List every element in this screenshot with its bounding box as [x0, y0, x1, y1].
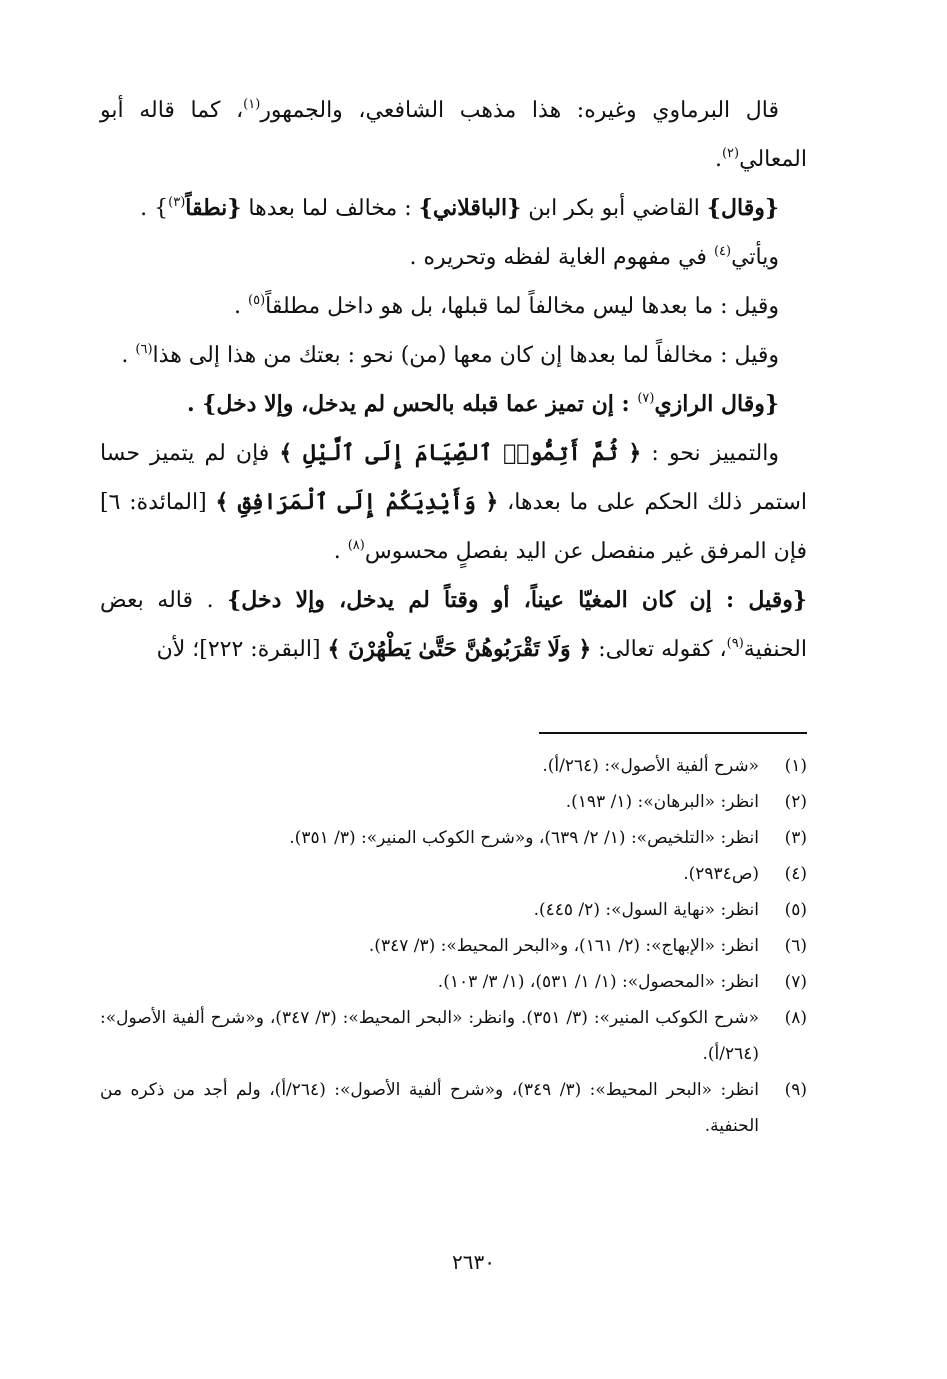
text-run: {الباقلاني} — [418, 195, 522, 221]
paragraph-7 — [100, 429, 807, 576]
text-run: ، كما قاله أبو المعالي — [100, 98, 807, 172]
footnote-ref-5: (٥) — [248, 293, 266, 308]
paragraph-3 — [100, 233, 807, 282]
paragraph-4 — [100, 282, 807, 331]
footnote-ref-3: (٣) — [168, 195, 186, 210]
footnote-ref-6: (٦) — [135, 342, 153, 357]
text-run: {وقال} — [706, 195, 779, 221]
paragraph-8 — [100, 576, 807, 674]
footnote-separator — [539, 732, 807, 734]
text-run: } . — [140, 196, 169, 221]
footnote-text: انظر: «المحصول»: (١/ ١/ ٥٣١)، (١/ ٣/ ١٠٣). — [437, 972, 759, 992]
footnote-text: «شرح ألفية الأصول»: (٢٦٤/أ). — [542, 756, 759, 776]
footnote-text: انظر: «البحر المحيط»: (٣/ ٣٤٩)، و«شرح ألفية الأصول»: (٢٦٤/أ)، ولم أجد من ذكره من الحنفية. — [100, 1080, 759, 1136]
footnote-ref-4: (٤) — [713, 244, 732, 259]
text-run: {نطقاً — [185, 195, 242, 221]
quran-quote: ﴿ ثُمَّ أَتِمُّوا۟ ٱلصِّيَامَ إِلَى ٱلَّيْلِ ﴾ — [279, 440, 642, 466]
footnote-text: «شرح الكوكب المنير»: (٣/ ٣٥١). وانظر: «البحر المحيط»: (٣/ ٣٤٧)، و«شرح ألفية الأصول»: (٢٦٤/أ). — [100, 1008, 760, 1064]
footnote-item — [100, 892, 807, 928]
footnote-number: (٤) — [784, 864, 807, 884]
footnote-item — [100, 1072, 807, 1144]
text-run: [البقرة: ٢٢٢]؛ لأن — [156, 637, 328, 662]
text-run: ويأتي — [731, 245, 779, 270]
text-run: قال البرماوي وغيره: هذا مذهب الشافعي، والجمهور — [260, 98, 779, 123]
footnote-item — [100, 928, 807, 964]
footnote-item — [100, 784, 807, 820]
text-run: {وقيل : إن كان المغيّا عيناً، أو وقتاً لم يدخل، وإلا دخل} — [227, 587, 807, 613]
text-run: وقيل : ما بعدها ليس مخالفاً لما قبلها، بل هو داخل مطلقاً — [265, 294, 779, 319]
quran-quote: ﴿ وَأَيْدِيَكُمْ إِلَى ٱلْمَرَافِقِ ﴾ — [215, 489, 499, 515]
text-run: والتمييز نحو : — [641, 441, 779, 466]
text-run: . — [714, 147, 722, 172]
footnote-number: (٢) — [784, 792, 807, 812]
footnote-text: انظر: «الإبهاج»: (٢/ ١٦١)، و«البحر المحيط»: (٣/ ٣٤٧). — [368, 936, 759, 956]
paragraph-1 — [100, 86, 807, 184]
footnote-item — [100, 820, 807, 856]
footnote-number: (٦) — [784, 936, 807, 956]
text-run: ، كقوله تعالى: — [591, 637, 727, 662]
main-text — [100, 86, 807, 674]
footnote-ref-8: (٨) — [347, 538, 365, 553]
footnote-item — [100, 964, 807, 1000]
footnote-ref-9: (٩) — [726, 636, 744, 651]
page-number: ٢٦٣٠ — [452, 1250, 495, 1274]
text-run: وقيل : مخالفاً لما بعدها إن كان معها (من) نحو : بعتك من هذا إلى هذا — [152, 343, 779, 368]
footnote-number: (٧) — [784, 972, 807, 992]
footnote-item — [100, 856, 807, 892]
paragraph-2 — [100, 184, 807, 233]
footnote-number: (١) — [784, 756, 807, 776]
text-run: : إن تميز عما قبله بالحس لم يدخل، وإلا دخل} . — [186, 391, 638, 417]
text-run: : مخالف لما بعدها — [241, 196, 419, 221]
quran-quote: ﴿ وَلَا تَقْرَبُوهُنَّ حَتَّىٰ يَطْهُرْنَ ﴾ — [327, 636, 592, 662]
footnote-ref-7: (٧) — [637, 391, 655, 406]
footnote-number: (٨) — [784, 1008, 807, 1028]
footnotes — [100, 748, 807, 1144]
footnote-item — [100, 1000, 807, 1072]
text-run: في مفهوم الغاية لفظه وتحريره . — [409, 245, 714, 270]
footnote-number: (٣) — [784, 828, 807, 848]
text-run: [المائدة: ٦] فإن المرفق غير منفصل عن اليد بفصلٍ محسوس — [100, 490, 807, 564]
footnote-text: انظر: «نهاية السول»: (٢/ ٤٤٥). — [533, 900, 759, 920]
footnote-text: انظر: «البرهان»: (١/ ١٩٣). — [565, 792, 759, 812]
text-run: {وقال الرازي — [654, 391, 779, 417]
paragraph-5 — [100, 331, 807, 380]
footnote-number: (٩) — [784, 1080, 807, 1100]
text-run: . — [333, 539, 348, 564]
footnote-ref-2: (٢) — [721, 146, 740, 161]
text-run: . قاله بعض الحنفية — [100, 588, 807, 662]
text-run: . — [234, 294, 249, 319]
footnote-item — [100, 748, 807, 784]
text-run: فإن لم يتميز حسا استمر ذلك الحكم على ما بعدها، — [100, 441, 808, 515]
text-run: القاضي أبو بكر ابن — [521, 196, 707, 221]
book-page — [100, 86, 807, 1144]
footnote-ref-1: (١) — [243, 97, 261, 112]
text-run: . — [121, 343, 136, 368]
footnote-text: انظر: «التلخيص»: (١/ ٢/ ٦٣٩)، و«شرح الكوكب المنير»: (٣/ ٣٥١). — [289, 828, 759, 848]
paragraph-6 — [100, 380, 807, 429]
footnote-text: (ص٢٩٣٤). — [683, 864, 759, 884]
footnote-number: (٥) — [784, 900, 807, 920]
